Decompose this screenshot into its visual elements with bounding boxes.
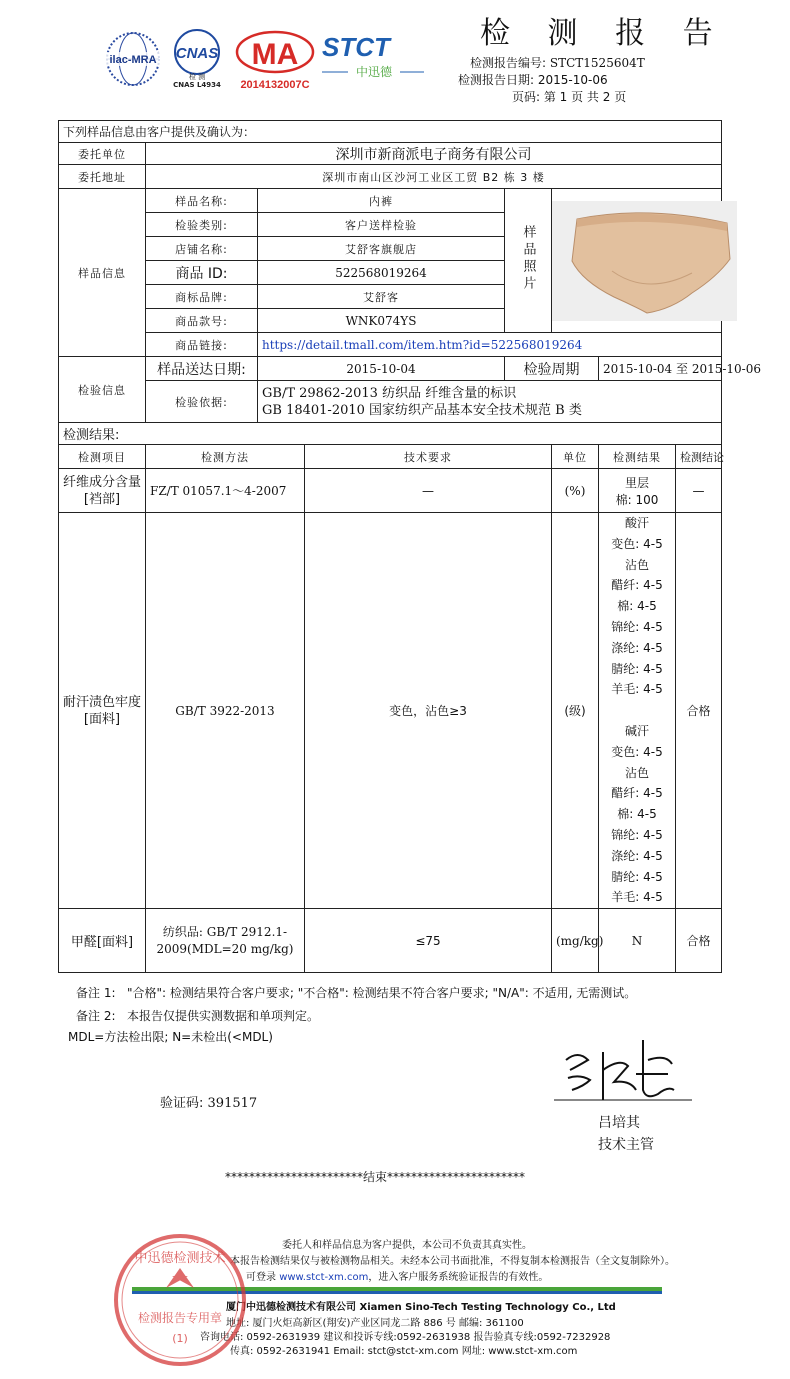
col-header-conclusion: 检测结论: [676, 445, 722, 469]
sample-info-label: 样品信息: [59, 189, 146, 357]
formaldehyde-unit: (mg/kg): [552, 909, 599, 973]
svg-text:CNAS: CNAS: [175, 45, 219, 62]
formaldehyde-item: 甲醛[面料]: [59, 909, 146, 973]
photo-label-cell: [505, 189, 552, 333]
client-label: 委托单位: [59, 143, 146, 165]
svg-text:STCT: STCT: [322, 32, 390, 62]
svg-text:中迅德检测技术: 中迅德检测技术: [134, 1251, 226, 1266]
underwear-photo: [552, 201, 737, 321]
report-date-line: 检测报告日期: 2015-10-06: [458, 73, 608, 87]
stct-logo: [318, 28, 428, 88]
alkali-line: 涤纶: 4-5: [611, 848, 663, 863]
report-number: STCT1525604T: [549, 56, 645, 70]
col-header-result: 检测结果: [599, 445, 676, 469]
alkali-line: 腈纶: 4-5: [611, 869, 663, 884]
sample-row-value: 522568019264: [258, 261, 505, 285]
verification-code: 验证码: 391517: [160, 1096, 258, 1111]
photo-cell: [552, 189, 722, 333]
formaldehyde-requirement: ≤75: [305, 909, 552, 973]
fiber-method: FZ/T 01057.1～4-2007: [146, 469, 305, 513]
acid-line: 羊毛: 4-5: [611, 682, 663, 697]
footer-verify-link[interactable]: www.stct-xm.com: [279, 1272, 369, 1283]
fiber-result: [599, 469, 676, 513]
report-table: [58, 120, 762, 973]
formaldehyde-method: 纺织品: GB/T 2912.1-2009(MDL=20 mg/kg): [146, 909, 305, 973]
acid-line: 棉: 4-5: [617, 599, 657, 614]
sample-intro: 下列样品信息由客户提供及确认为：: [59, 121, 722, 143]
footer-verify: 可登录 www.stct-xm.com，进入客户服务系统验证报告的有效性。: [246, 1272, 549, 1283]
formaldehyde-result: N: [599, 909, 676, 973]
fiber-unit: (%): [552, 469, 599, 513]
note-2: 备注 2: 本报告仅提供实测数据和单项判定。: [76, 1009, 319, 1023]
sweat-conclusion: 合格: [676, 513, 722, 909]
send-date: 2015-10-04: [258, 357, 505, 381]
acid-heading: 酸汗: [624, 516, 649, 530]
photo-label: 样品照片: [520, 225, 536, 293]
basis-label: 检验依据:: [146, 381, 258, 423]
col-header-method: 检测方法: [146, 445, 305, 469]
footer-contact: 传真: 0592-2631941 Email: stct@stct-xm.com 网址: www.stct-xm.com: [230, 1346, 578, 1357]
alkali-line: 醋纤: 4-5: [611, 786, 663, 801]
acid-line: 涤纶: 4-5: [611, 640, 663, 655]
alkali-line: 变色: 4-5: [611, 744, 663, 759]
svg-text:MA: MA: [251, 38, 299, 71]
fiber-result-layer: 里层: [624, 475, 649, 490]
svg-text:检测报告专用章: 检测报告专用章: [137, 1311, 223, 1325]
fiber-result-value: 棉: 100: [615, 492, 659, 507]
signer-name: 吕培其: [598, 1115, 640, 1131]
page-info: 页码: 第 1 页 共 2 页: [512, 90, 627, 104]
acid-line: 锦纶: 4-5: [611, 619, 663, 634]
sweat-result: [599, 513, 676, 909]
note-3: MDL=方法检出限; N=未检出(<MDL): [68, 1030, 273, 1044]
signer-title: 技术主管: [598, 1137, 654, 1153]
sample-row-label: 商标品牌:: [146, 285, 258, 309]
link-label: 商品链接:: [146, 333, 258, 357]
fiber-item: 纤维成分含量[裆部]: [59, 469, 146, 513]
sample-row-value: 客户送样检验: [258, 213, 505, 237]
inspection-period: 2015-10-04 至 2015-10-06: [599, 357, 722, 381]
inspection-info-label: 检验信息: [59, 357, 146, 423]
alkali-heading: 碱汗: [624, 723, 649, 738]
acid-line: 变色: 4-5: [611, 536, 663, 551]
end-line: ***********************结束***********************: [225, 1170, 526, 1184]
sweat-method: GB/T 3922-2013: [146, 513, 305, 909]
alkali-line: 棉: 4-5: [617, 807, 657, 822]
acid-line: 醋纤: 4-5: [611, 578, 663, 593]
sweat-requirement: 变色，沾色≥3: [305, 513, 552, 909]
fiber-requirement: —: [305, 469, 552, 513]
alkali-line: 锦纶: 4-5: [611, 827, 663, 842]
sample-row-value: WNK074YS: [258, 309, 505, 333]
sweat-item: 耐汗渍色牢度[面料]: [59, 513, 146, 909]
formaldehyde-conclusion: 合格: [676, 909, 722, 973]
basis-line-2: GB 18401-2010 国家纺织产品基本安全技术规范 B 类: [262, 402, 582, 418]
basis-line-1: GB/T 29862-2013 纺织品 纤维含量的标识: [262, 385, 517, 401]
svg-text:ilac-MRA: ilac-MRA: [109, 54, 157, 66]
footer-copy-rule: 本报告检测结果仅与被检测物品相关。未经本公司书面批准，不得复制本检测报告（全文复制除外）。: [230, 1256, 675, 1267]
ilac-mra-logo: [104, 30, 162, 88]
report-number-line: 检测报告编号: STCT1525604T: [470, 56, 645, 70]
cnas-logo: [166, 28, 228, 88]
sample-row-label: 检验类别:: [146, 213, 258, 237]
results-title: 检测结果:: [59, 423, 722, 445]
note-1: 备注 1: "合格": 检测结果符合客户要求; "不合格": 检测结果不符合客户要求; "N/A": 不适用, 无需测试。: [76, 986, 637, 1000]
col-header-requirement: 技术要求: [305, 445, 552, 469]
svg-text:2014132007C: 2014132007C: [240, 79, 310, 91]
address-value: 深圳市南山区沙河工业区工贸 B2 栋 3 楼: [146, 165, 722, 189]
client-value: 深圳市新商派电子商务有限公司: [146, 143, 722, 165]
sample-row-label: 店铺名称:: [146, 237, 258, 261]
svg-text:检 测: 检 测: [188, 73, 206, 81]
alkali-line: 羊毛: 4-5: [611, 890, 663, 905]
sweat-unit: (级): [552, 513, 599, 909]
product-link[interactable]: https://detail.tmall.com/item.htm?id=522568019264: [258, 333, 722, 357]
acid-line: 腈纶: 4-5: [611, 661, 663, 676]
sample-row-label: 商品款号:: [146, 309, 258, 333]
report-title: 检 测 报 告: [480, 16, 727, 51]
official-stamp: [110, 1230, 250, 1370]
col-header-item: 检测项目: [59, 445, 146, 469]
footer-address: 地址: 厦门火炬高新区(翔安)产业区同龙二路 886 号 邮编: 361100: [226, 1318, 524, 1329]
cma-logo: [234, 30, 316, 92]
address-label: 委托地址: [59, 165, 146, 189]
sample-row-label: 样品名称:: [146, 189, 258, 213]
svg-text:(1): (1): [172, 1332, 188, 1345]
alkali-line: 沾色: [624, 765, 649, 780]
footer-phones: 咨询电话: 0592-2631939 建议和投诉专线:0592-2631938 报告验真专线:0592-7232928: [200, 1332, 611, 1343]
send-date-label: 样品送达日期:: [146, 357, 258, 381]
spacer: [599, 700, 675, 721]
signature-image: [548, 1030, 698, 1105]
sample-row-value: 艾舒客旗舰店: [258, 237, 505, 261]
basis-value: [258, 381, 722, 423]
period-label: 检验周期: [505, 357, 599, 381]
sample-row-value: 艾舒客: [258, 285, 505, 309]
col-header-unit: 单位: [552, 445, 599, 469]
acid-line: 沾色: [624, 557, 649, 572]
sample-row-value: 内裤: [258, 189, 505, 213]
fiber-conclusion: —: [676, 469, 722, 513]
report-date: 2015-10-06: [537, 73, 608, 87]
footer-company: 厦门中迅德检测技术有限公司 Xiamen Sino-Tech Testing Technology Co., Ltd: [226, 1302, 616, 1313]
svg-text:CNAS L4934: CNAS L4934: [173, 81, 221, 89]
sample-row-label: 商品 ID:: [146, 261, 258, 285]
svg-text:中迅德: 中迅德: [355, 65, 393, 79]
footer-disclaimer: 委托人和样品信息为客户提供，本公司不负责其真实性。: [282, 1240, 532, 1251]
